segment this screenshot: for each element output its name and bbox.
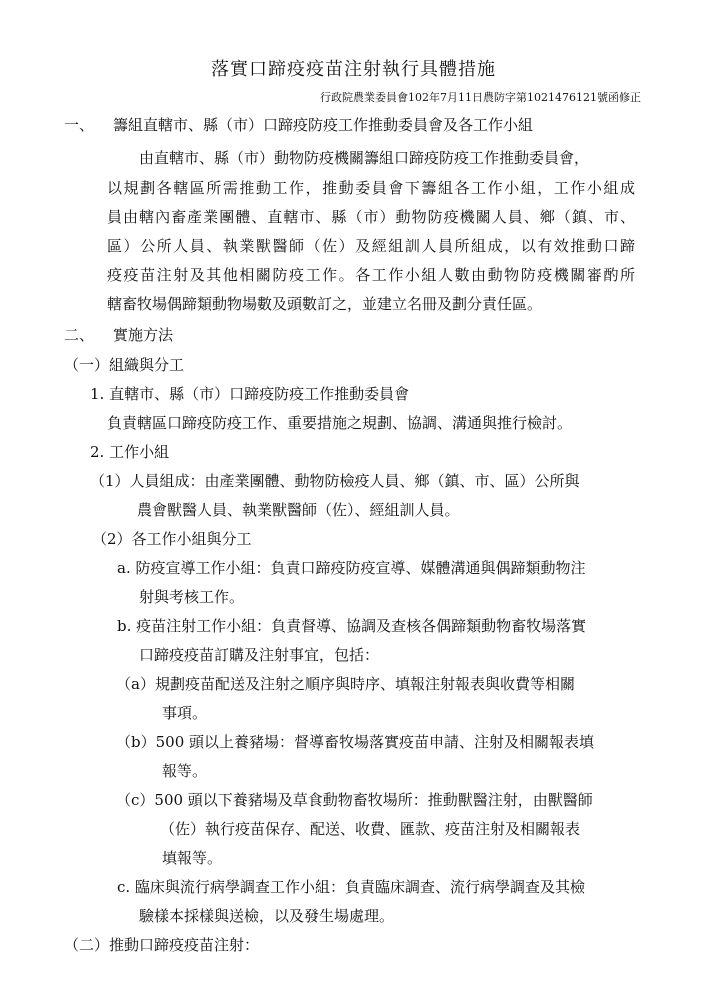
sub1-line: （1）人員組成：由產業團體、動物防檢疫人員、鄉（鎮、市、區）公所與 — [90, 472, 580, 490]
section2-number: 二、 — [64, 326, 95, 344]
item2-title: 2. 工作小組 — [90, 443, 170, 461]
section2-heading: 實施方法 — [113, 326, 174, 344]
section1-paragraph-line: 轄畜牧場偶蹄類動物場數及頭數訂之，並建立名冊及劃分責任區。 — [107, 295, 543, 313]
sub2-title: （2）各工作小組與分工 — [92, 530, 252, 548]
item-c-line: c. 臨床與流行病學調查工作小組：負責臨床調查、流行病學調查及其檢 — [117, 878, 585, 896]
item-b-line: b. 疫苗注射工作小組：負責督導、協調及查核各偶蹄類動物畜牧場落實 — [117, 617, 587, 635]
item-ba-line: 事項。 — [162, 704, 208, 722]
item-c-line: 驗樣本採樣與送檢，以及發生場處理。 — [139, 907, 395, 925]
item-a-line: 射與考核工作。 — [139, 588, 245, 606]
item-b-line: 口蹄疫疫苗訂購及注射事宜，包括： — [139, 646, 380, 664]
item-bc-line: （佐）執行疫苗保存、配送、收費、匯款、疫苗注射及相關報表 — [160, 820, 581, 838]
section1-number: 一、 — [64, 116, 95, 134]
part2-heading: （二）推動口蹄疫疫苗注射： — [64, 936, 260, 954]
item-bb-line: 報等。 — [162, 762, 208, 780]
document-title: 落實口蹄疫疫苗注射執行具體措施 — [211, 59, 496, 80]
item1-title: 1. 直轄市、縣（市）口蹄疫防疫工作推動委員會 — [90, 385, 410, 403]
item-bb-line: （b）500 頭以上養豬場：督導畜牧場落實疫苗申請、注射及相關報表填 — [116, 733, 595, 751]
part1-heading: （一）組織與分工 — [64, 356, 185, 374]
item1-text: 負責轄區口蹄疫防疫工作、重要措施之規劃、協調、溝通與推行檢討。 — [107, 414, 573, 432]
item-a-line: a. 防疫宣導工作小組：負責口蹄疫防疫宣導、媒體溝通與偶蹄類動物注 — [117, 559, 586, 577]
item-bc-line: （c）500 頭以下養豬場及草食動物畜牧場所：推動獸醫注射，由獸醫師 — [116, 791, 593, 809]
item-bc-line: 填報等。 — [162, 849, 223, 867]
item-ba-line: （a）規劃疫苗配送及注射之順序與時序、填報注射報表與收費等相關 — [116, 675, 575, 693]
section1-paragraph-line: 由直轄市、縣（市）動物防疫機關籌組口蹄疫防疫工作推動委員會， — [139, 149, 590, 167]
section1-paragraph-line: 以規劃各轄區所需推動工作，推動委員會下籌組各工作小組，工作小組成 — [107, 179, 635, 197]
section1-paragraph-line: 疫疫苗注射及其他相關防疫工作。各工作小組人數由動物防疫機關審酌所 — [107, 266, 635, 284]
section1-heading: 籌組直轄市、縣（市）口蹄疫防疫工作推動委員會及各工作小組 — [113, 116, 534, 134]
section1-paragraph-line: 區）公所人員、執業獸醫師（佐）及經組訓人員所組成，以有效推動口蹄 — [107, 237, 635, 255]
section1-paragraph-line: 員由轄內畜產業團體、直轄市、縣（市）動物防疫機關人員、鄉（鎮、市、 — [107, 208, 635, 226]
sub1-line: 農會獸醫人員、執業獸醫師（佐）、經組訓人員。 — [137, 501, 460, 519]
reference-line: 行政院農業委員會102年7月11日農防字第1021476121號函修正 — [320, 91, 641, 104]
